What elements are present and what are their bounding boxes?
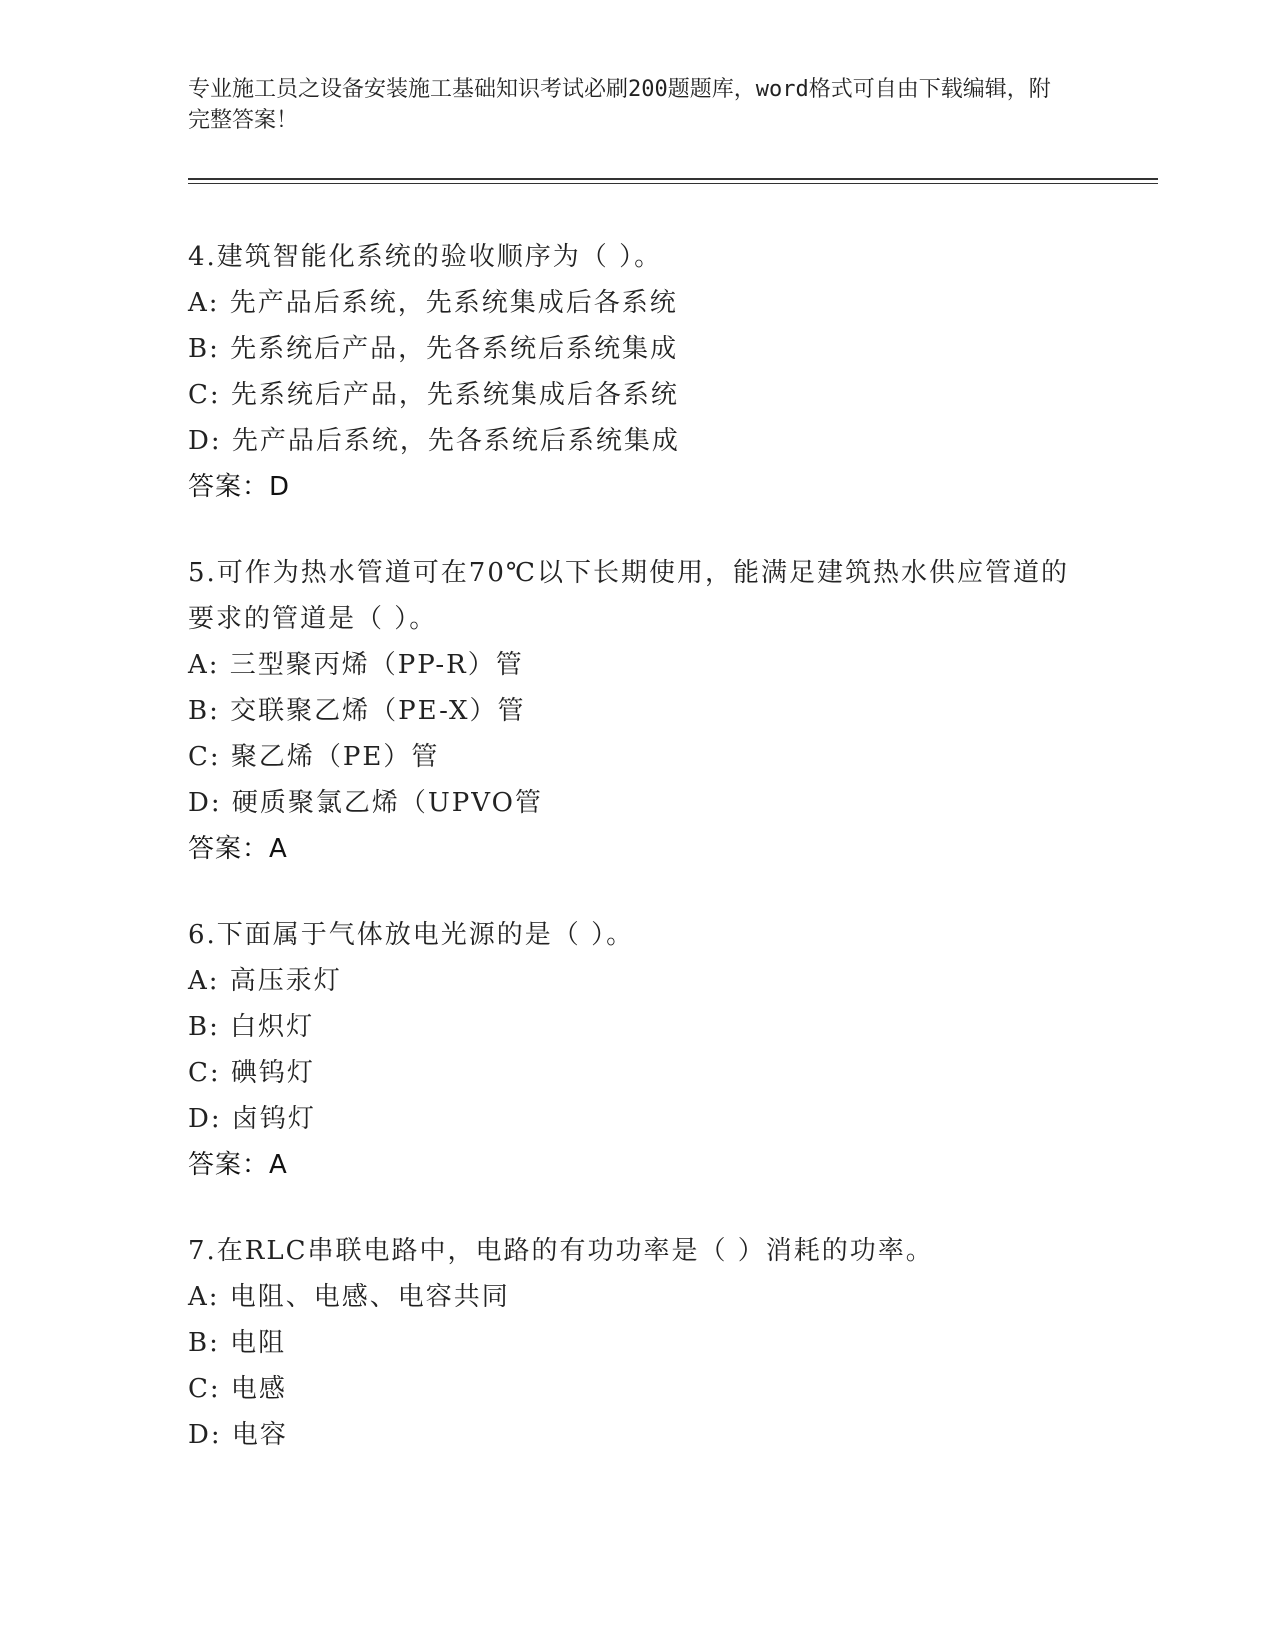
question-stem: 7.在RLC串联电路中，电路的有功功率是（ ）消耗的功率。	[188, 1236, 934, 1266]
option-d: D: 硬质聚氯乙烯（UPVO管	[188, 788, 543, 818]
answer-line: 答案：A	[188, 1150, 288, 1180]
option-a: A: 高压汞灯	[188, 966, 342, 996]
option-d: D: 卤钨灯	[188, 1104, 316, 1134]
option-b: B: 电阻	[188, 1328, 287, 1358]
option-c: C: 聚乙烯（PE）管	[188, 742, 440, 772]
option-b: B: 交联聚乙烯（PE-X）管	[188, 696, 526, 726]
header-divider-thick	[188, 178, 1158, 180]
answer-line: 答案：A	[188, 834, 288, 864]
option-d: D: 电容	[188, 1420, 288, 1450]
option-b: B: 白炽灯	[188, 1012, 315, 1042]
question-4	[188, 234, 1088, 510]
question-5	[188, 550, 1088, 872]
question-stem: 5.可作为热水管道可在70℃以下长期使用，能满足建筑热水供应管道的要求的管道是（ ）。	[188, 558, 1069, 634]
option-a: A: 三型聚丙烯（PP-R）管	[188, 650, 524, 680]
question-stem: 6.下面属于气体放电光源的是（ ）。	[188, 920, 635, 950]
option-d: D: 先产品后系统，先各系统后系统集成	[188, 426, 680, 456]
document-header: 专业施工员之设备安装施工基础知识考试必刷200题题库，word格式可自由下载编辑，附完整答案！	[188, 77, 1051, 133]
question-7	[188, 1228, 1088, 1458]
option-b: B: 先系统后产品，先各系统后系统集成	[188, 334, 679, 364]
option-a: A: 电阻、电感、电容共同	[188, 1282, 510, 1312]
option-c: C: 电感	[188, 1374, 287, 1404]
option-c: C: 先系统后产品，先系统集成后各系统	[188, 380, 679, 410]
question-6	[188, 912, 1088, 1188]
option-c: C: 碘钨灯	[188, 1058, 315, 1088]
option-a: A: 先产品后系统，先系统集成后各系统	[188, 288, 678, 318]
question-stem: 4.建筑智能化系统的验收顺序为（ ）。	[188, 242, 663, 272]
answer-line: 答案：D	[188, 472, 291, 502]
question-list	[188, 234, 1088, 1498]
header-divider-thin	[188, 183, 1158, 184]
